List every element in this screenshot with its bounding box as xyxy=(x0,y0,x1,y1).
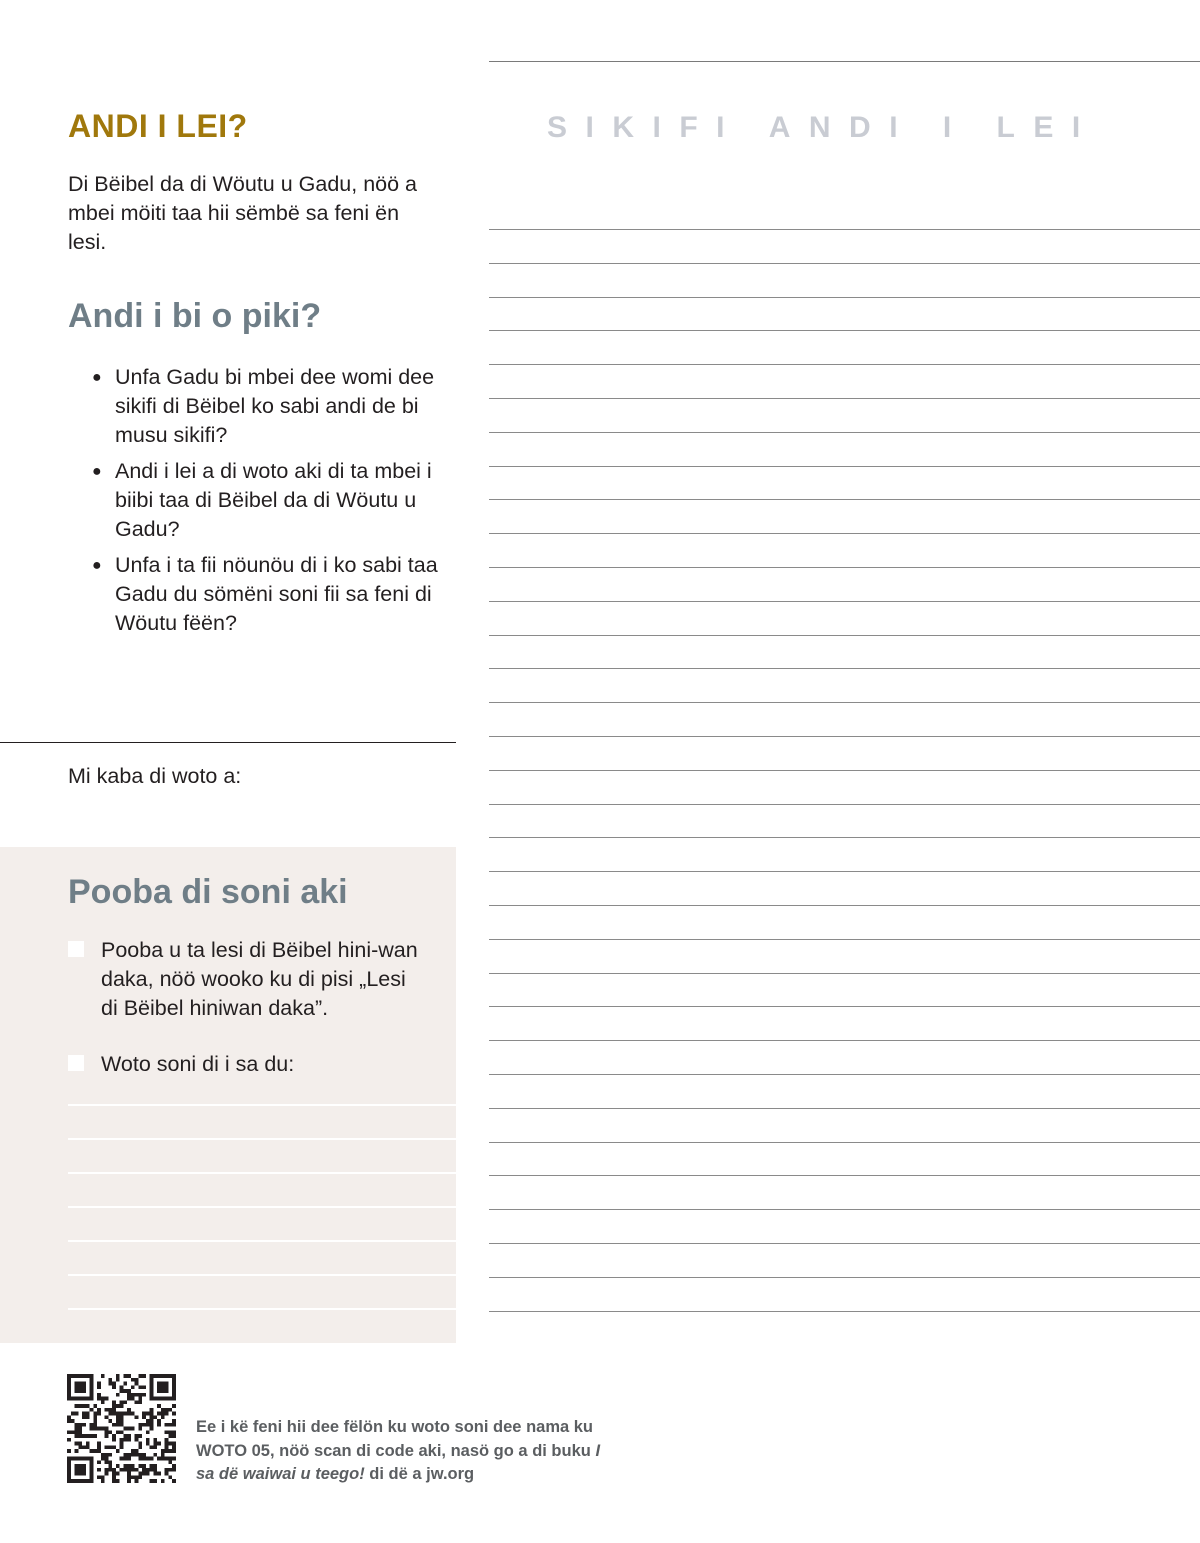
completed-date-label: Mi kaba di woto a: xyxy=(68,764,242,788)
goal-write-line[interactable] xyxy=(68,1172,456,1174)
note-line[interactable] xyxy=(489,973,1200,974)
note-line[interactable] xyxy=(489,668,1200,669)
note-line[interactable] xyxy=(489,229,1200,230)
note-line[interactable] xyxy=(489,1311,1200,1312)
bullet-icon: ● xyxy=(92,557,102,574)
note-line[interactable] xyxy=(489,736,1200,737)
note-line[interactable] xyxy=(489,804,1200,805)
goal-write-line[interactable] xyxy=(68,1274,456,1276)
bullet-icon: ● xyxy=(92,369,102,386)
summary-text: Di Bëibel da di Wöutu u Gadu, nöö a mbei möiti taa hii sëmbë sa feni ën lesi. xyxy=(68,172,417,254)
qr-code-icon[interactable] xyxy=(67,1374,176,1483)
goal-write-line[interactable] xyxy=(68,1240,456,1242)
bullet-icon: ● xyxy=(92,463,102,480)
goals-box xyxy=(0,847,456,1343)
goal-write-line[interactable] xyxy=(68,1308,456,1310)
note-line[interactable] xyxy=(489,1277,1200,1278)
notes-heading: SIKIFI ANDI I LEI xyxy=(547,111,1099,144)
note-line[interactable] xyxy=(489,297,1200,298)
note-line[interactable] xyxy=(489,533,1200,534)
book-title: I sa dë waiwai u teego! xyxy=(196,1441,601,1483)
note-line[interactable] xyxy=(489,330,1200,331)
note-line[interactable] xyxy=(489,1108,1200,1109)
note-line[interactable] xyxy=(489,635,1200,636)
note-line[interactable] xyxy=(489,466,1200,467)
checkbox[interactable] xyxy=(68,941,84,957)
goal-write-line[interactable] xyxy=(68,1206,456,1208)
goal-write-line[interactable] xyxy=(68,1104,456,1106)
note-line[interactable] xyxy=(489,939,1200,940)
note-line[interactable] xyxy=(489,263,1200,264)
note-line[interactable] xyxy=(489,398,1200,399)
review-heading: Andi i bi o piki? xyxy=(68,297,322,335)
note-line[interactable] xyxy=(489,871,1200,872)
goal-item-other: Woto soni di i sa du: xyxy=(68,1050,428,1079)
note-line[interactable] xyxy=(489,499,1200,500)
goal-item-bible-reading: Pooba u ta lesi di Bëibel hini-wan daka, nöö wooko ku di pisi „Lesi di Bëibel hiniwan daka”. xyxy=(68,936,428,1023)
note-line[interactable] xyxy=(489,1243,1200,1244)
review-question: ● Unfa Gadu bi mbei dee womi dee sikifi di Bëibel ko sabi andi de bi musu sikifi? xyxy=(92,365,435,447)
goals-heading: Pooba di soni aki xyxy=(68,873,348,911)
note-line[interactable] xyxy=(489,432,1200,433)
note-line[interactable] xyxy=(489,364,1200,365)
review-question: ● Unfa i ta fii nöunöu di i ko sabi taa Gadu du sömëni soni fii sa feni di Wöutu fëën? xyxy=(92,553,438,635)
note-line[interactable] xyxy=(489,567,1200,568)
note-line[interactable] xyxy=(489,1040,1200,1041)
note-line[interactable] xyxy=(489,1175,1200,1176)
note-line[interactable] xyxy=(489,1142,1200,1143)
completion-divider xyxy=(0,742,456,743)
notes-top-rule xyxy=(489,61,1200,62)
note-line[interactable] xyxy=(489,1006,1200,1007)
note-line[interactable] xyxy=(489,770,1200,771)
note-line[interactable] xyxy=(489,1074,1200,1075)
footer-text: Ee i kë feni hii dee fëlön ku woto soni dee nama ku WOTO 05, nöö scan di code aki, nasö go a di buku I sa dë waiwai u teego! di dë a jw.org xyxy=(196,1418,601,1483)
note-line[interactable] xyxy=(489,905,1200,906)
summary-heading: ANDI I LEI? xyxy=(68,108,248,144)
note-line[interactable] xyxy=(489,1209,1200,1210)
checkbox[interactable] xyxy=(68,1055,84,1071)
review-question-list xyxy=(92,363,462,645)
note-line[interactable] xyxy=(489,702,1200,703)
review-question: ● Andi i lei a di woto aki di ta mbei i biibi taa di Bëibel da di Wöutu u Gadu? xyxy=(92,459,432,541)
note-line[interactable] xyxy=(489,837,1200,838)
note-line[interactable] xyxy=(489,601,1200,602)
goal-write-line[interactable] xyxy=(68,1138,456,1140)
